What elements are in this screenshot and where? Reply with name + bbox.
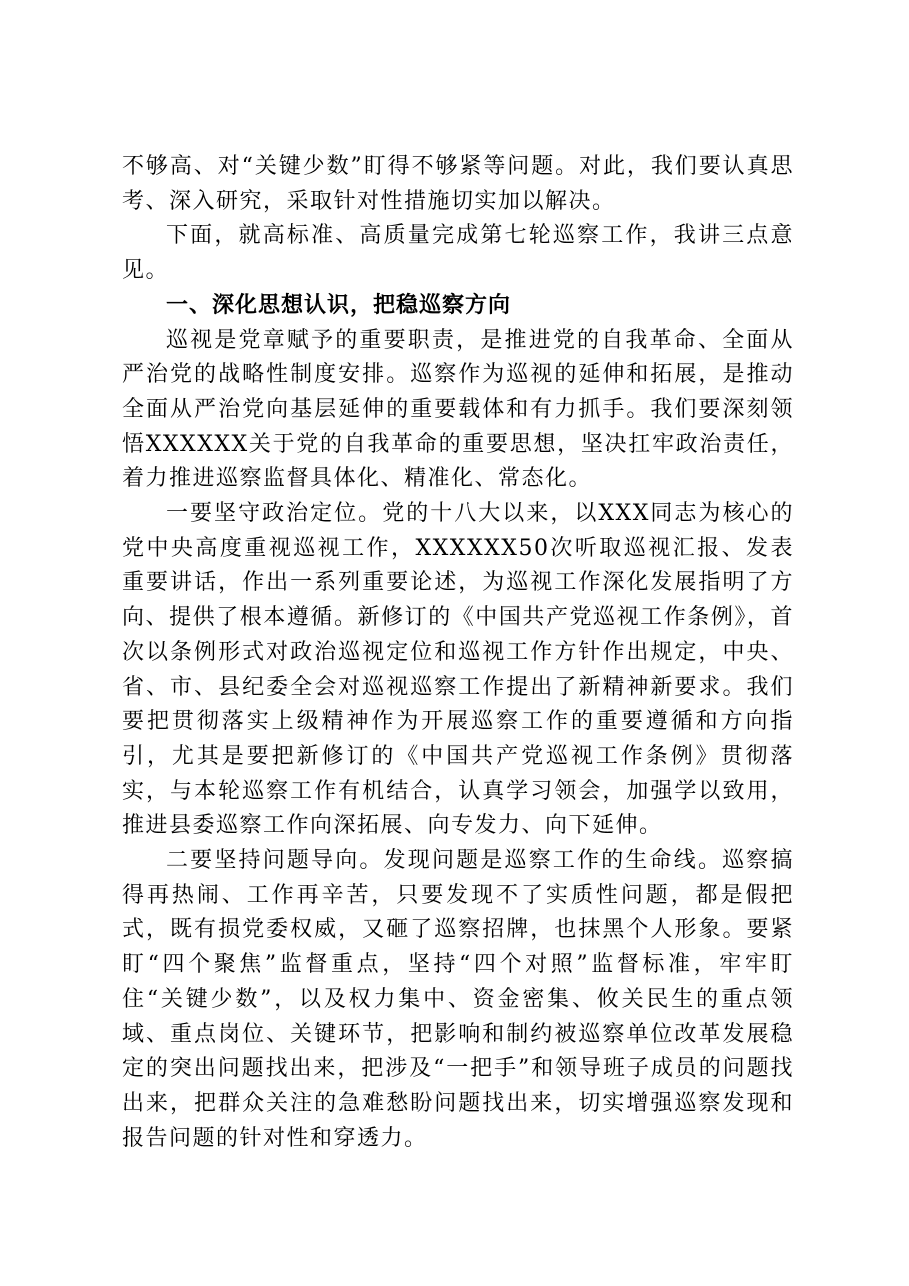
paragraph-body: 巡视是党章赋予的重要职责，是推进党的自我革命、全面从严治党的战略性制度安排。巡察作为巡视的延伸和拓展，是推动全面从严治党向基层延伸的重要载体和有力抓手。我们要深刻领悟XXXXXX关于党的自我革命的重要思想，坚决扛牢政治责任，着力推进巡察监督具体化、精准化、常态化。 xyxy=(122,327,794,492)
paragraph-intro: 下面，就高标准、高质量完成第七轮巡察工作，我讲三点意见。 xyxy=(122,223,794,284)
paragraph-political-position: 一要坚守政治定位。党的十八大以来，以XXX同志为核心的党中央高度重视巡视工作，XXXXXX50次听取巡视汇报、发表重要讲话，作出一系列重要论述，为巡视工作深化发展指明了方向、提供了根本遵循。新修订的《中国共产党巡视工作条例》，首次以条例形式对政治巡视定位和巡视工作方针作出规定，中央、省、市、县纪委全会对巡视巡察工作提出了新精神新要求。我们要把贯彻落实上级精神作为开展巡察工作的重要遵循和方向指引，尤其是要把新修订的《中国共产党巡视工作条例》贯彻落实，与本轮巡察工作有机结合，认真学习领会，加强学以致用，推进县委巡察工作向深拓展、向专发力、向下延伸。 xyxy=(122,501,794,839)
section-heading: 一、深化思想认识，把稳巡察方向 xyxy=(166,292,512,318)
document-page xyxy=(122,150,794,1156)
paragraph-problem-orientation: 二要坚持问题导向。发现问题是巡察工作的生命线。巡察搞得再热闹、工作再辛苦，只要发现不了实质性问题，都是假把式，既有损党委权威，又砸了巡察招牌，也抹黑个人形象。要紧盯“四个聚焦”监督重点，坚持“四个对照”监督标准，牢牢盯住“关键少数”，以及权力集中、资金密集、攸关民生的重点领域、重点岗位、关键环节，把影响和制约被巡察单位改革发展稳定的突出问题找出来，把涉及“一把手”和领导班子成员的问题找出来，把群众关注的急难愁盼问题找出来，切实增强巡察发现和报告问题的针对性和穿透力。 xyxy=(122,848,794,1151)
paragraph-continuation: 不够高、对“关键少数”盯得不够紧等问题。对此，我们要认真思考、深入研究，采取针对性措施切实加以解决。 xyxy=(122,154,794,214)
